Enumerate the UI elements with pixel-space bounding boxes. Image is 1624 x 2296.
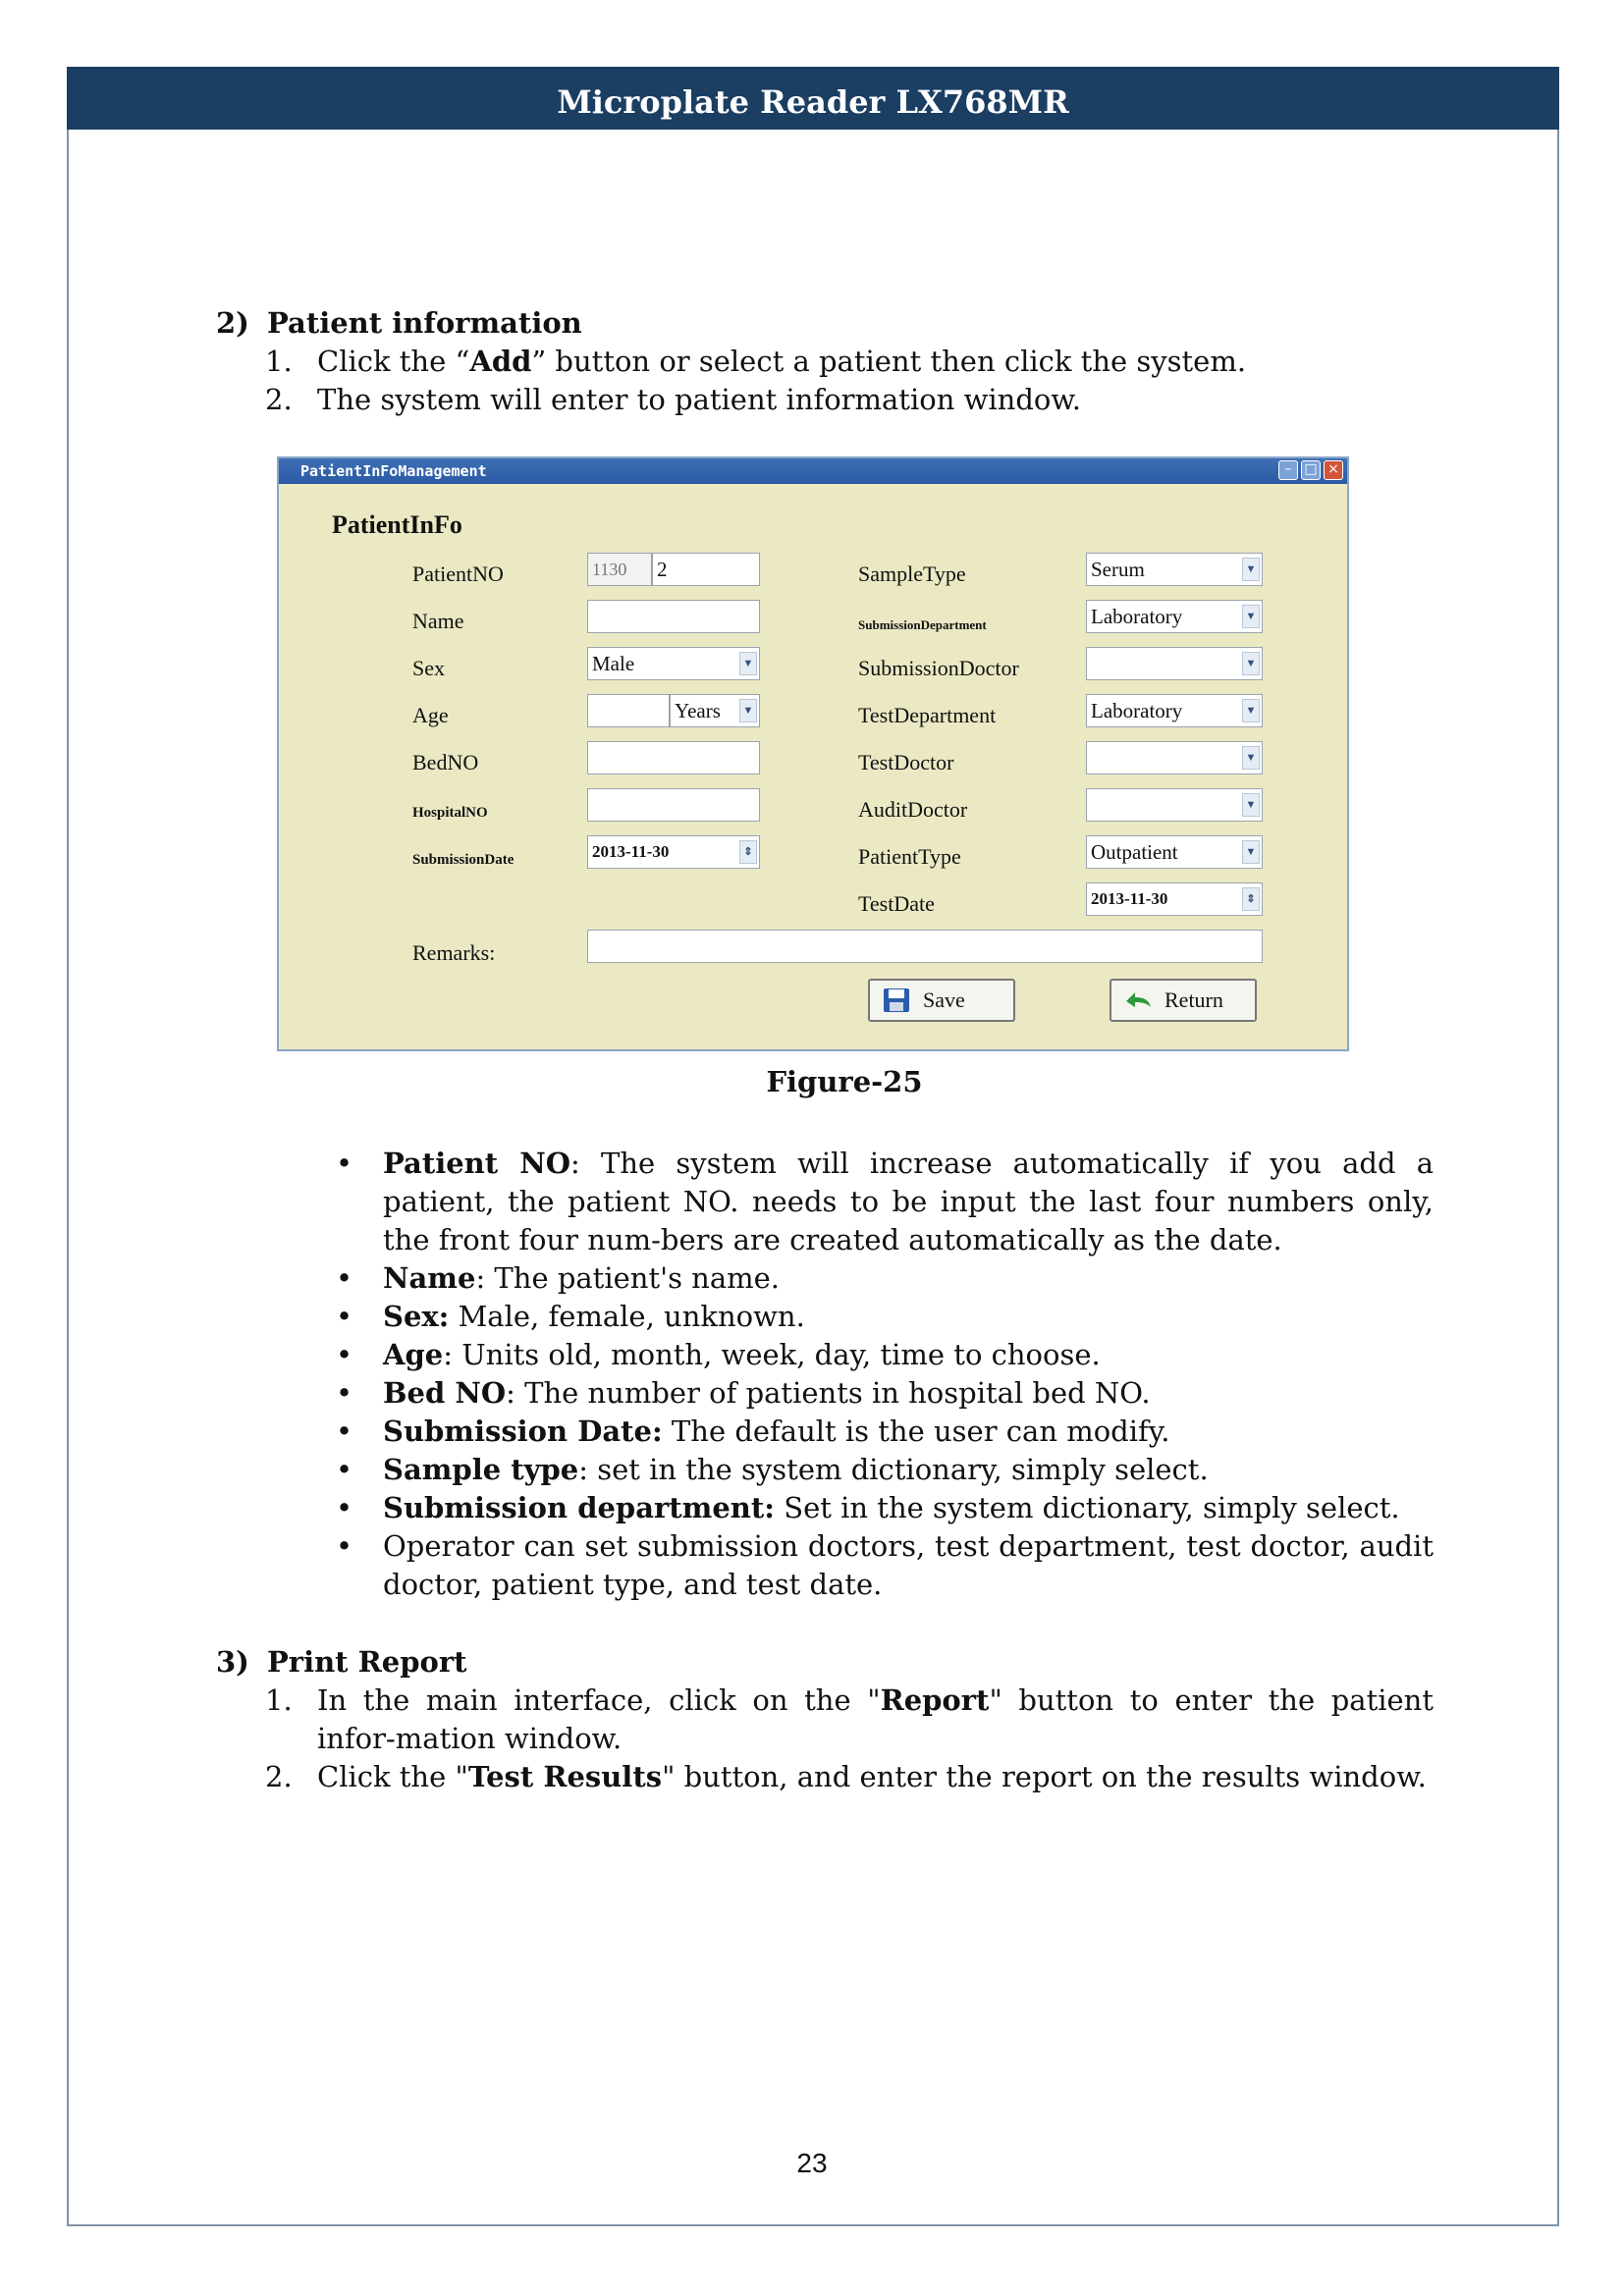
form-heading: PatientInFo — [332, 510, 462, 539]
chevron-down-icon[interactable]: ▼ — [1242, 699, 1260, 722]
window-controls — [1278, 460, 1343, 480]
test-department-select[interactable]: Laboratory ▼ — [1086, 694, 1263, 727]
list-item: 2. Click the "Test Results" button, and enter the report on the results window. — [265, 1760, 1427, 1793]
section-3-title: 3) Print Report — [216, 1645, 467, 1679]
page-header: Microplate Reader LX768MR — [67, 67, 1559, 130]
chevron-down-icon[interactable]: ▼ — [739, 699, 757, 722]
label-audit-doctor: AuditDoctor — [858, 797, 968, 822]
section-3-steps — [216, 1682, 1434, 1796]
list-item: • Sex: Male, female, unknown. — [216, 1298, 1434, 1336]
label-sample-type: SampleType — [858, 561, 966, 586]
remarks-input[interactable] — [587, 930, 1263, 963]
return-button[interactable]: Return — [1110, 979, 1257, 1022]
maximize-icon[interactable]: □ — [1301, 460, 1321, 480]
field-descriptions — [216, 1145, 1434, 1604]
chevron-down-icon[interactable]: ▼ — [1242, 652, 1260, 675]
patient-type-select[interactable]: Outpatient ▼ — [1086, 835, 1263, 869]
label-name: Name — [412, 609, 464, 633]
list-item: • Operator can set submission doctors, test department, test doctor, audit doctor, patient type, and test date. — [216, 1527, 1434, 1604]
minimize-icon[interactable]: – — [1278, 460, 1298, 480]
spinner-icon[interactable]: ⇕ — [1242, 887, 1260, 911]
patient-info-window — [277, 456, 1349, 1051]
patient-no-prefix: 1130 — [587, 553, 652, 586]
chevron-down-icon[interactable]: ▼ — [1242, 840, 1260, 864]
chevron-down-icon[interactable]: ▼ — [1242, 605, 1260, 628]
label-remarks: Remarks: — [412, 940, 496, 965]
age-input[interactable] — [587, 694, 670, 727]
label-submission-date: SubmissionDate — [412, 852, 514, 868]
label-test-doctor: TestDoctor — [858, 750, 954, 774]
test-date-input[interactable]: 2013-11-30 ⇕ — [1086, 882, 1263, 916]
spinner-icon[interactable]: ⇕ — [739, 840, 757, 864]
bed-no-input[interactable] — [587, 741, 760, 774]
chevron-down-icon[interactable]: ▼ — [1242, 793, 1260, 817]
chevron-down-icon[interactable]: ▼ — [739, 652, 757, 675]
label-patient-type: PatientType — [858, 844, 961, 869]
label-sex: Sex — [412, 656, 445, 680]
label-test-department: TestDepartment — [858, 703, 997, 727]
hospital-no-input[interactable] — [587, 788, 760, 822]
list-item: 1. Click the “Add” button or select a patient then click the system. — [265, 345, 1247, 378]
list-item: 2. The system will enter to patient information window. — [265, 383, 1081, 416]
label-hospital-no: HospitalNO — [412, 805, 488, 821]
floppy-disk-icon — [882, 988, 911, 1013]
audit-doctor-select[interactable] — [1086, 788, 1263, 822]
list-item: • Patient NO: The system will increase automatically if you add a patient, the patient NO. needs to be input the last four numbers only, the front four num-bers are created automatically as the date. — [216, 1145, 1434, 1259]
label-bed-no: BedNO — [412, 750, 479, 774]
chevron-down-icon[interactable]: ▼ — [1242, 558, 1260, 581]
list-item: • Sample type: set in the system dictionary, simply select. — [216, 1451, 1434, 1489]
list-item: • Name: The patient's name. — [216, 1259, 1434, 1298]
list-item: • Submission Date: The default is the user can modify. — [216, 1413, 1434, 1451]
submission-date-input[interactable]: 2013-11-30 ⇕ — [587, 835, 760, 869]
save-button[interactable]: Save — [868, 979, 1015, 1022]
label-test-date: TestDate — [858, 891, 935, 916]
figure-caption: Figure-25 — [766, 1065, 923, 1098]
label-patient-no: PatientNO — [412, 561, 504, 586]
test-doctor-select[interactable] — [1086, 741, 1263, 774]
sample-type-select[interactable]: Serum ▼ — [1086, 553, 1263, 586]
page-number: 23 — [796, 2148, 828, 2178]
page-content — [216, 304, 1434, 1796]
name-input[interactable] — [587, 600, 760, 633]
label-submission-department: SubmissionDepartment — [858, 617, 987, 632]
patient-no-input[interactable]: 2 — [652, 553, 760, 586]
window-title: PatientInFoManagement — [279, 458, 1347, 484]
list-item: • Bed NO: The number of patients in hospital bed NO. — [216, 1374, 1434, 1413]
list-item: • Age: Units old, month, week, day, time to choose. — [216, 1336, 1434, 1374]
close-icon[interactable]: × — [1324, 460, 1343, 480]
submission-doctor-select[interactable] — [1086, 647, 1263, 680]
sex-select[interactable]: Male ▼ — [587, 647, 760, 680]
chevron-down-icon[interactable]: ▼ — [1242, 746, 1260, 770]
section-2-steps — [216, 343, 1434, 419]
label-age: Age — [412, 703, 449, 727]
list-item: • Submission department: Set in the system dictionary, simply select. — [216, 1489, 1434, 1527]
submission-department-select[interactable]: Laboratory ▼ — [1086, 600, 1263, 633]
list-item: 1. In the main interface, click on the "Report" button to enter the patient infor-mation window. — [265, 1683, 1434, 1755]
return-arrow-icon — [1123, 988, 1153, 1013]
age-unit-select[interactable]: Years ▼ — [670, 694, 760, 727]
label-submission-doctor: SubmissionDoctor — [858, 656, 1019, 680]
section-2-title: 2) Patient information — [216, 306, 582, 340]
